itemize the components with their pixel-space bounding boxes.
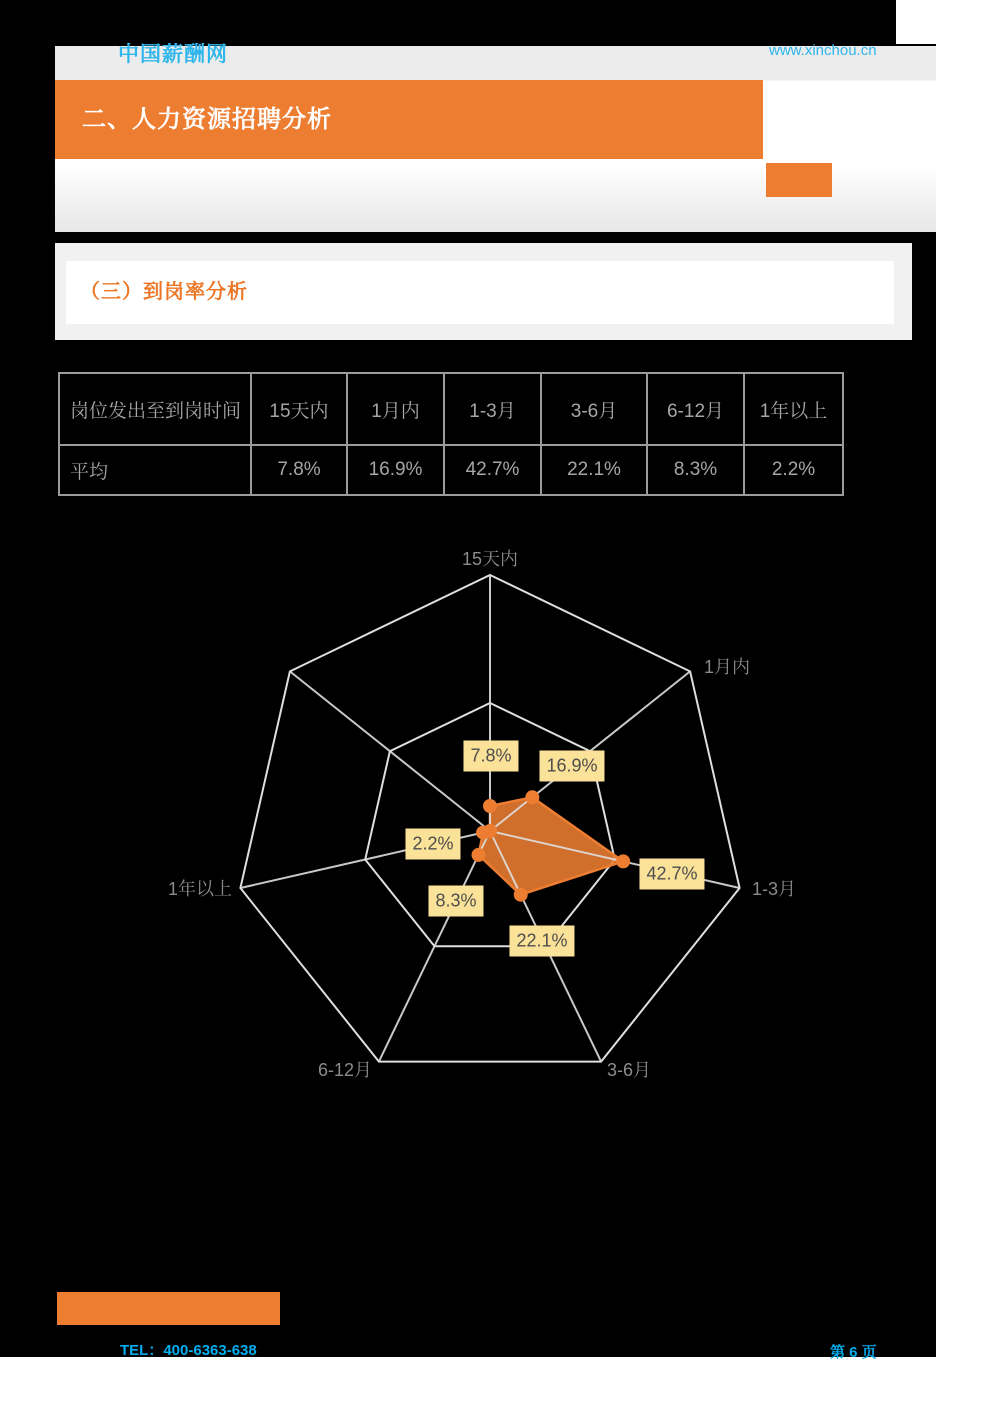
- table-cell: 42.7%: [444, 445, 541, 495]
- radar-axis-label: 3-6月: [606, 1060, 652, 1080]
- site-logo: 中国薪酬网: [118, 43, 228, 66]
- table-head: [59, 373, 843, 445]
- radar-marker: [483, 799, 497, 813]
- radar-marker: [483, 824, 497, 838]
- section-panel: [55, 243, 912, 340]
- radar-marker: [514, 888, 528, 902]
- radar-axis-label: 1年以上: [167, 879, 233, 899]
- table-header-cell: 15天内: [251, 373, 347, 445]
- radar-axis-label: 1-3月: [751, 879, 797, 899]
- radar-marker: [616, 854, 630, 868]
- radar-data-label: 16.9%: [539, 751, 604, 782]
- page-number: 第 6 页: [830, 1344, 877, 1361]
- radar-chart: [100, 520, 880, 1160]
- radar-data-label: 7.8%: [463, 741, 518, 772]
- radar-spoke: [290, 671, 490, 831]
- table-cell: 8.3%: [647, 445, 744, 495]
- radar-axis-label: 15天内: [461, 549, 519, 569]
- table-cell: 7.8%: [251, 445, 347, 495]
- accent-square: [766, 163, 832, 197]
- table-cell: 16.9%: [347, 445, 444, 495]
- section-title: （三）到岗率分析: [80, 281, 248, 303]
- table-header-cell: 1月内: [347, 373, 444, 445]
- table-header-cell: 3-6月: [541, 373, 647, 445]
- radar-data-label: 22.1%: [509, 926, 574, 957]
- footer-accent-block: [57, 1292, 280, 1325]
- table-header-cell: 岗位发出至到岗时间: [59, 373, 251, 445]
- main-title-banner: [55, 80, 763, 159]
- table-cell: 2.2%: [744, 445, 843, 495]
- table-header-cell: 1年以上: [744, 373, 843, 445]
- radar-marker: [472, 848, 486, 862]
- table-header-cell: 1-3月: [444, 373, 541, 445]
- radar-axis-label: 6-12月: [317, 1060, 373, 1080]
- radar-data-label: 42.7%: [639, 859, 704, 890]
- table-cell: 平均: [59, 445, 251, 495]
- radar-axis-label: 1月内: [703, 657, 751, 677]
- table-body: [59, 445, 843, 495]
- table-row: [59, 445, 843, 495]
- site-url-link[interactable]: www.xinchou.cn: [769, 42, 877, 59]
- radar-data-label: 8.3%: [428, 886, 483, 917]
- radar-series-polygon: [479, 797, 624, 894]
- arrival-rate-table: [58, 372, 844, 496]
- radar-data-label: 2.2%: [405, 829, 460, 860]
- table-cell: 22.1%: [541, 445, 647, 495]
- main-title: 二、人力资源招聘分析: [82, 106, 332, 133]
- radar-marker: [525, 790, 539, 804]
- table-header-cell: 6-12月: [647, 373, 744, 445]
- header-panel: [55, 46, 936, 232]
- section-title-box: [66, 261, 894, 324]
- footer-telephone: TEL：400-6363-638: [120, 1342, 257, 1359]
